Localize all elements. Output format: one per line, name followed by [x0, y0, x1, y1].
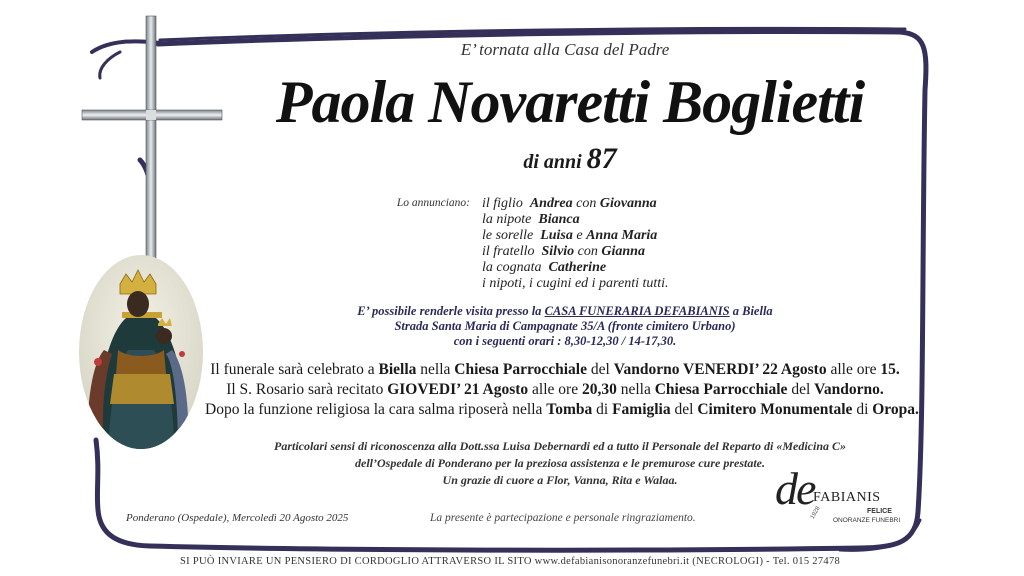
funeral-text-segment: nella	[416, 361, 455, 378]
thanks-line: Particolari sensi di riconoscenza alla Dott.ssa Luisa Debernardi ed a tutto il Personale del Reparto di «Medicina C»	[273, 439, 847, 453]
funeral-line	[205, 380, 905, 400]
footer-contact: SI PUÒ INVIARE UN PENSIERO DI CORDOGLIO ATTRAVERSO IL SITO www.defabianisonoranzefunebri.it (NECROLOGI) - Tel. 015 27478	[180, 556, 841, 567]
age-value: 87	[586, 142, 617, 175]
family-member-name: Luisa	[540, 228, 573, 243]
deceased-name: Paola Novaretti Boglietti	[275, 69, 865, 135]
family-relation: la nipote	[482, 212, 539, 227]
defabianis-logo	[775, 460, 905, 532]
madonna-medallion-image	[78, 254, 204, 450]
family-line	[482, 212, 812, 228]
funeral-text-segment: Tomba	[546, 401, 593, 418]
family-line	[482, 196, 812, 212]
funeral-text-segment: 15.	[880, 361, 900, 378]
funeral-text-segment: alle ore	[826, 361, 881, 378]
family-member-name: Giovanna	[599, 196, 657, 211]
funeral-line	[205, 360, 905, 380]
funeral-text-segment: Chiesa Parrocchiale	[654, 381, 788, 398]
funeral-details	[205, 360, 919, 420]
funeral-text-segment: Dopo la funzione religiosa la cara salma riposerà nella	[205, 401, 547, 418]
funeral-text-segment: di	[592, 401, 613, 418]
funeral-text-segment: Cimitero Monumentale	[697, 401, 853, 418]
family-line	[482, 276, 812, 292]
funeral-text-segment: Chiesa Parrocchiale	[454, 361, 587, 378]
family-list	[482, 196, 812, 292]
place-date: Ponderano (Ospedale), Mercoledì 20 Agosto 2025	[126, 512, 349, 524]
visit-info	[300, 304, 830, 349]
family-line	[482, 244, 812, 260]
funeral-text-segment: Vandorno VENERDI’ 22 Agosto	[613, 361, 827, 378]
family-relation: il figlio	[482, 196, 530, 211]
visit-line-2: Strada Santa Maria di Campagnate 35/A (fronte cimitero Urbano)	[394, 319, 736, 333]
funeral-text-segment: del	[587, 361, 614, 378]
family-line	[482, 260, 812, 276]
thanks-line: Un grazie di cuore a Flor, Vanna, Rita e Walaa.	[442, 473, 678, 487]
thanks-line: dell’Ospedale di Ponderano per la preziosa assistenza e le premurose cure prestate.	[355, 456, 765, 470]
logo-brand: FABIANIS	[813, 490, 881, 505]
funeral-text-segment: GIOVEDI’ 21 Agosto	[387, 381, 529, 398]
family-relation: le sorelle	[482, 228, 541, 243]
funeral-text-segment: Il funerale sarà celebrato a	[210, 361, 379, 378]
funeral-text-segment: del	[670, 401, 698, 418]
family-member-name: Andrea	[529, 196, 573, 211]
logo-year: 1928	[809, 505, 822, 521]
age-prefix: di anni	[523, 151, 582, 173]
logo-sub-onoranze: ONORANZE FUNEBRI	[833, 517, 901, 524]
family-member-name: Bianca	[538, 212, 580, 227]
family-relation: i nipoti, i cugini ed i parenti tutti.	[482, 276, 669, 291]
funeral-line	[205, 400, 919, 420]
family-connector: con	[572, 196, 600, 211]
family-member-name: Silvio	[541, 244, 575, 259]
funeral-text-segment: di	[852, 401, 873, 418]
family-member-name: Anna Maria	[586, 228, 658, 243]
family-connector: con	[574, 244, 602, 259]
logo-mark: de	[775, 463, 815, 514]
visit-line-1-post: a Biella	[729, 304, 773, 318]
funeral-text-segment: Oropa.	[872, 401, 919, 418]
family-line	[482, 228, 812, 244]
intro-line: E’ tornata alla Casa del Padre	[460, 40, 670, 59]
funeral-text-segment: Biella	[378, 361, 417, 378]
visit-line-3: con i seguenti orari : 8,30-12,30 / 14-17,30.	[453, 334, 677, 348]
family-member-name: Gianna	[601, 244, 645, 259]
funeral-text-segment: del	[787, 381, 815, 398]
thanks-text	[265, 438, 855, 489]
funeral-home-link[interactable]: CASA FUNERARIA DEFABIANIS	[544, 304, 730, 318]
logo-sub-felice: FELICE	[867, 508, 892, 515]
family-relation: la cognata	[482, 260, 549, 275]
age-line	[500, 142, 640, 179]
visit-line-1-pre: E’ possibile renderle visita presso la	[357, 304, 545, 318]
visit-line-1	[300, 304, 830, 319]
funeral-text-segment: nella	[616, 381, 655, 398]
family-member-name: Catherine	[548, 260, 607, 275]
funeral-text-segment: 20,30	[581, 381, 617, 398]
announcers-label: Lo annunciano:	[396, 197, 470, 209]
funeral-text-segment: Famiglia	[612, 401, 671, 418]
family-relation: il fratello	[482, 244, 542, 259]
family-connector: e	[572, 228, 587, 243]
funeral-text-segment: alle ore	[528, 381, 582, 398]
funeral-text-segment: Il S. Rosario sarà recitato	[226, 381, 388, 398]
participation-note: La presente è partecipazione e personale ringraziamento.	[430, 512, 696, 524]
funeral-text-segment: Vandorno.	[814, 381, 884, 398]
